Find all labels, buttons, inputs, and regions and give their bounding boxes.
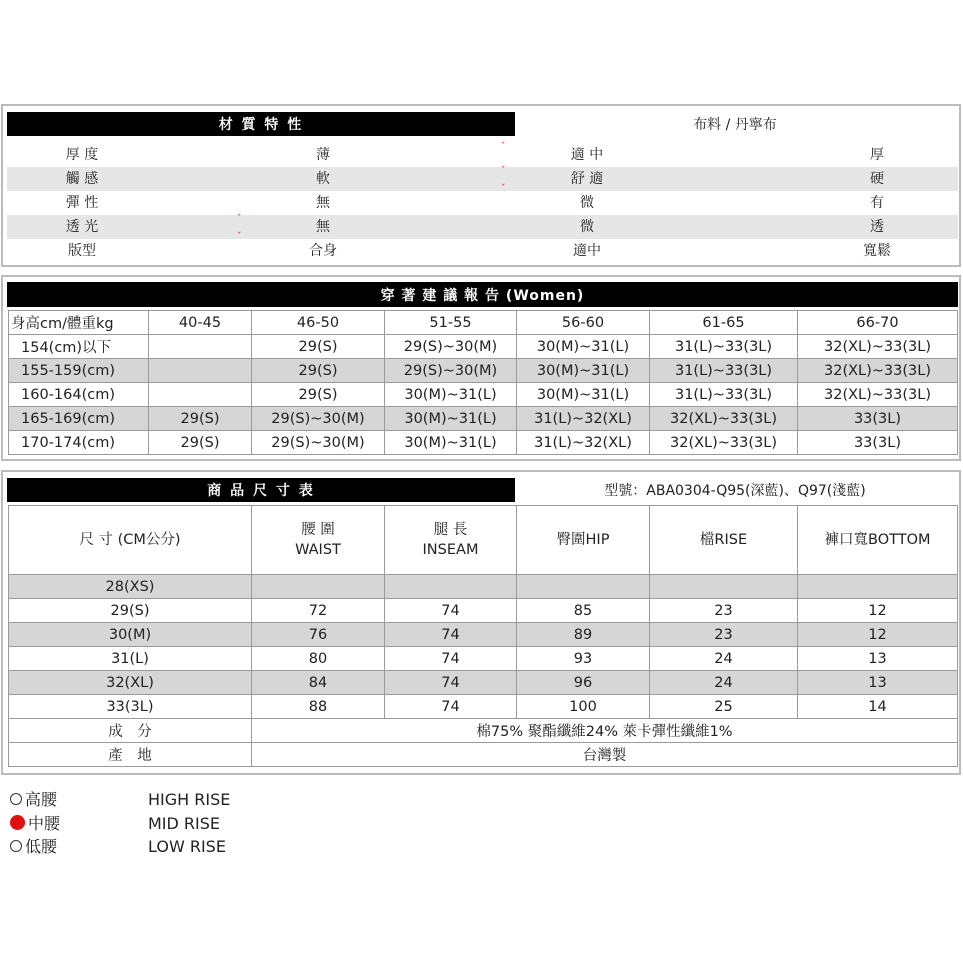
report-header-cell: 66-70 [798,311,958,335]
size-cell: 12 [798,599,958,623]
selection-mark: ˇ [501,142,506,152]
report-cell: 32(XL)~33(3L) [798,383,958,407]
size-header-cell [385,506,517,575]
size-table [8,505,958,767]
legend-cn: 低腰 [25,837,58,856]
filled-circle-icon [10,815,25,830]
size-header-l2: INSEAM [422,542,479,558]
report-cell: 31(L)~33(3L) [650,359,798,383]
legend-en: HIGH RISE [148,790,231,809]
report-cell: 31(L)~33(3L) [650,335,798,359]
size-cell: 33(3L) [9,695,252,719]
composition-value: 棉75% 聚酯纖維24% 萊卡彈性纖維1% [252,719,958,743]
report-cell [149,383,252,407]
size-cell: 31(L) [9,647,252,671]
report-cell: 32(XL)~33(3L) [650,431,798,455]
legend-high-rise [10,789,231,811]
material-attr: 觸 感 [65,171,99,187]
material-high: 有 [870,195,884,211]
material-row-fit [7,232,958,263]
size-cell: 76 [252,623,385,647]
size-cell: 72 [252,599,385,623]
report-cell: 31(L)~33(3L) [650,383,798,407]
material-mid: 舒 適 [570,171,604,187]
report-cell: 31(L)~32(XL) [517,431,650,455]
height-cell: 165-169(cm) [9,407,149,431]
report-cell: 33(3L) [798,407,958,431]
material-mid: 微 [580,219,594,235]
size-cell: 29(S) [9,599,252,623]
report-header-cell: 身高cm/體重kg [9,311,149,335]
size-panel [1,470,961,775]
size-cell [252,575,385,599]
material-mid: 微 [580,195,594,211]
size-cell: 32(XL) [9,671,252,695]
report-cell [149,359,252,383]
material-attr: 版型 [68,243,96,259]
report-title: 穿 著 建 議 報 告 (Women) [7,282,958,307]
size-cell [650,575,798,599]
size-cell: 74 [385,671,517,695]
material-row-thickness [7,143,958,167]
model-number: 型號：ABA0304-Q95(深藍)、Q97(淺藍) [604,483,866,499]
legend-cn: 高腰 [25,790,58,809]
report-row [9,431,958,455]
legend-en: LOW RISE [148,837,226,856]
composition-row [9,719,958,743]
height-cell: 154(cm)以下 [9,335,149,359]
material-row-touch [7,167,958,191]
report-cell: 29(S)~30(M) [385,335,517,359]
material-row-elastic [7,184,958,215]
size-header-cell [9,506,252,575]
height-cell: 155-159(cm) [9,359,149,383]
report-cell: 32(XL)~33(3L) [650,407,798,431]
legend-low-rise [10,836,226,858]
size-cell: 93 [517,647,650,671]
material-low: 無 [316,195,330,211]
size-row [9,623,958,647]
size-header-l1: 臀圍HIP [556,532,610,548]
selection-mark: ˇ [237,214,242,224]
size-cell [385,575,517,599]
height-cell: 160-164(cm) [9,383,149,407]
size-header-l2: WAIST [295,542,341,558]
size-cell: 88 [252,695,385,719]
material-panel [1,104,961,267]
material-high: 厚 [870,147,884,163]
material-high: 硬 [870,171,884,187]
report-header-cell: 61-65 [650,311,798,335]
size-row [9,599,958,623]
size-row [9,695,958,719]
material-low: 無 [316,219,330,235]
size-row [9,575,958,599]
report-header-cell: 56-60 [517,311,650,335]
report-cell: 30(M)~31(L) [385,407,517,431]
size-cell: 14 [798,695,958,719]
size-cell: 100 [517,695,650,719]
report-row [9,383,958,407]
height-cell: 170-174(cm) [9,431,149,455]
size-cell: 85 [517,599,650,623]
report-cell: 29(S)~30(M) [252,431,385,455]
report-cell: 29(S)~30(M) [385,359,517,383]
material-high: 透 [870,219,884,235]
size-cell: 12 [798,623,958,647]
size-cell: 74 [385,647,517,671]
report-panel [1,275,961,461]
size-header-cell [517,506,650,575]
size-cell: 28(XS) [9,575,252,599]
report-cell: 30(M)~31(L) [385,431,517,455]
report-header-row [9,311,958,335]
material-high: 寬鬆 [863,243,891,259]
report-row [9,407,958,431]
report-cell: 30(M)~31(L) [385,383,517,407]
material-mid: 適 中 [570,147,604,163]
size-cell: 96 [517,671,650,695]
report-cell: 29(S) [149,431,252,455]
material-title: 材 質 特 性 [7,112,515,136]
fabric-label: 布料 / 丹寧布 [693,117,777,133]
report-cell [149,335,252,359]
size-cell: 80 [252,647,385,671]
selection-mark: ˇ [501,166,506,176]
size-header-cell [798,506,958,575]
size-cell: 84 [252,671,385,695]
size-header-cell [252,506,385,575]
size-cell [798,575,958,599]
material-low: 薄 [316,147,330,163]
size-cell: 74 [385,695,517,719]
size-title: 商 品 尺 寸 表 [7,478,515,502]
report-cell: 29(S) [252,335,385,359]
size-header-l1: 褲口寬BOTTOM [824,532,931,548]
report-cell: 30(M)~31(L) [517,359,650,383]
size-cell: 13 [798,647,958,671]
size-row [9,647,958,671]
origin-label: 產 地 [9,743,252,767]
size-header-cell [650,506,798,575]
report-cell: 32(XL)~33(3L) [798,335,958,359]
report-cell: 29(S) [149,407,252,431]
legend-en: MID RISE [148,814,221,833]
material-attr: 厚 度 [65,147,99,163]
material-attr: 透 光 [65,219,99,235]
report-cell: 29(S) [252,359,385,383]
report-cell: 32(XL)~33(3L) [798,359,958,383]
size-cell: 89 [517,623,650,647]
report-cell: 29(S) [252,383,385,407]
size-cell: 24 [650,671,798,695]
size-cell: 23 [650,623,798,647]
material-mid: 適中 [573,243,601,259]
size-cell: 30(M) [9,623,252,647]
origin-value: 台灣製 [252,743,958,767]
material-attr: 彈 性 [65,195,99,211]
size-cell: 24 [650,647,798,671]
report-cell: 30(M)~31(L) [517,383,650,407]
selection-mark: ˇ [237,232,242,242]
size-cell: 23 [650,599,798,623]
size-header-l1: 腿 長 [433,522,468,538]
report-header-cell: 40-45 [149,311,252,335]
size-cell: 74 [385,623,517,647]
size-cell: 74 [385,599,517,623]
material-row-light [7,215,958,239]
report-table [8,310,958,455]
size-header-l1: 檔RISE [699,532,748,548]
size-row [9,671,958,695]
report-cell: 30(M)~31(L) [517,335,650,359]
legend-mid-rise [10,813,221,835]
legend-cn: 中腰 [28,814,61,833]
material-low: 軟 [316,171,330,187]
composition-label: 成 分 [9,719,252,743]
size-header-l1: 腰 圍 [301,522,335,538]
selection-mark: ˇ [501,184,506,194]
size-cell [517,575,650,599]
size-header-row [9,506,958,575]
report-row [9,359,958,383]
circle-icon [10,840,22,852]
size-header-l1: 尺 寸 (CM公分) [79,532,181,548]
size-cell: 13 [798,671,958,695]
report-header-cell: 51-55 [385,311,517,335]
report-cell: 31(L)~32(XL) [517,407,650,431]
circle-icon [10,793,22,805]
origin-row [9,743,958,767]
material-low: 合身 [309,243,337,259]
report-cell: 33(3L) [798,431,958,455]
report-cell: 29(S)~30(M) [252,407,385,431]
size-cell: 25 [650,695,798,719]
report-row [9,335,958,359]
report-header-cell: 46-50 [252,311,385,335]
